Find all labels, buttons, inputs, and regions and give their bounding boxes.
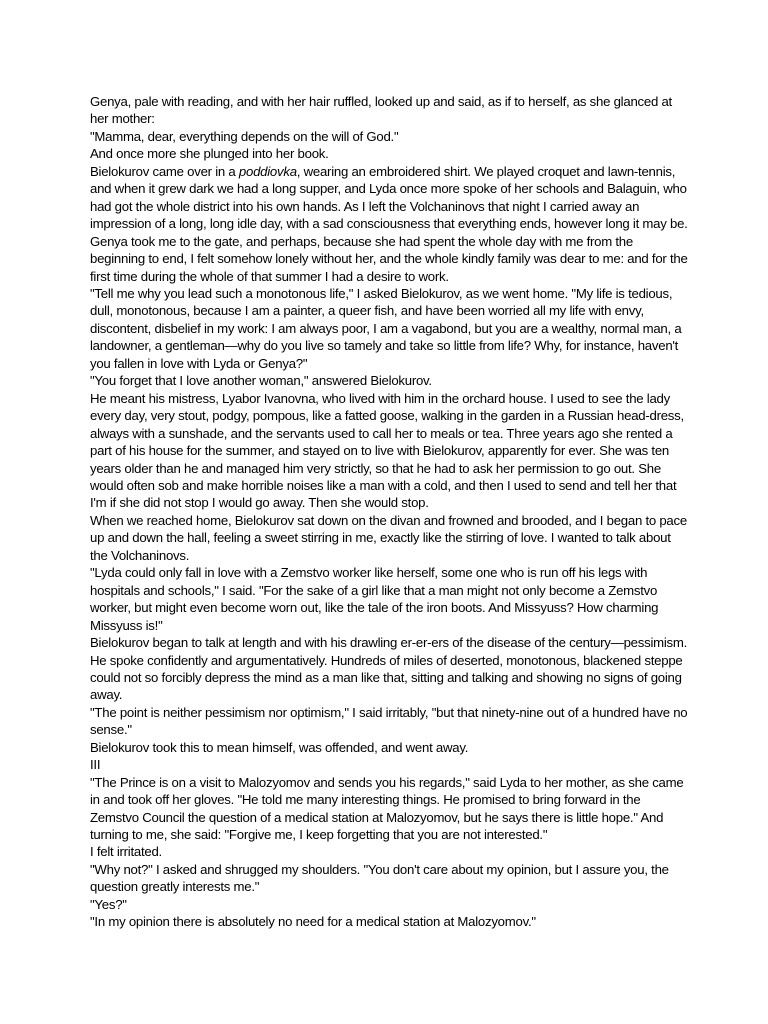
paragraph: He meant his mistress, Lyabor Ivanovna, who lived with him in the orchard house. I used to see the lady every day, very stout, podgy, pompous, like a fatted goose, walking in the garden in a Russian head-dress, always with a sunshade, and the servants used to call her to meals or tea. Three years ago she rented a part of his house for the summer, and stayed on to live with Bielokurov, apparently for ever. She was ten years older than he and managed him very strictly, so that he had to ask her permission to go out. She would often sob and make horrible noises like a man with a cold, and then I used to send and tell her that I'm if she did not stop I would go away. Then she would stop. — [90, 390, 684, 511]
paragraph: "You forget that I love another woman," answered Bielokurov. — [90, 373, 432, 389]
paragraph-text: Bielokurov came over in a — [90, 163, 239, 179]
paragraph: And once more she plunged into her book. — [90, 146, 329, 162]
paragraph: "Lyda could only fall in love with a Zemstvo worker like herself, some one who is run off his legs with hospitals and schools," I said. "For the sake of a girl like that a man might not only become a Zemstvo worker, but might even become worn out, like the tale of the iron boots. And Missyuss? How charming Missyuss is!" — [90, 565, 659, 633]
section-heading: III — [90, 757, 101, 773]
paragraph: Genya, pale with reading, and with her hair ruffled, looked up and said, as if to herself, as she glanced at her mother: — [90, 94, 672, 127]
paragraph: "Yes?" — [90, 896, 127, 912]
paragraph: "The point is neither pessimism nor optimism," I said irritably, "but that ninety-nine out of a hundred have no sense." — [90, 704, 688, 738]
italic-term: poddiovka — [238, 163, 297, 179]
paragraph-text: , wearing an embroidered shirt. We played croquet and lawn-tennis, and when it grew dark we had a long supper, and Lyda once more spoke of her schools and Balaguin, who had got the whole district into his own hands. As I left the Volchaninovs that night I carried away an impression of a long, long idle day, with a sad consciousness that everything ends, however long it may be. Genya took me to the gate, and perhaps, because she had spent the whole day with me from the beginning to end, I felt somehow lonely without her, and the whole kindly family was dear to me: and for the first time during the whole of that summer I had a desire to work. — [90, 163, 688, 284]
paragraph: Bielokurov took this to mean himself, was offended, and went away. — [90, 739, 469, 755]
document-page — [90, 93, 690, 931]
paragraph — [90, 163, 690, 285]
paragraph: Bielokurov began to talk at length and with his drawling er-er-ers of the disease of the century—pessimism. He spoke confidently and argumentatively. Hundreds of miles of deserted, monotonous, blackened steppe could not so forcibly depress the mind as a man like that, sitting and talking and showing no signs of going away. — [90, 635, 688, 703]
paragraph: "The Prince is on a visit to Malozyomov and sends you his regards," said Lyda to her mother, as she came in and took off her gloves. "He told me many interesting things. He promised to bring forward in the Zemstvo Council the question of a medical station at Malozyomov, but he says there is little hope." And turning to me, she said: "Forgive me, I keep forgetting that you are not interested." — [90, 774, 684, 843]
paragraph: "Tell me why you lead such a monotonous life," I asked Bielokurov, as we went home. "My life is tedious, dull, monotonous, because I am a painter, a queer fish, and have been worried all my life with envy, discontent, disbelief in my work: I am always poor, I am a vagabond, but you are a wealthy, normal man, a landowner, a gentleman—why do you live so tamely and take so little from life? Why, for instance, haven't you fallen in love with Lyda or Genya?" — [90, 285, 682, 371]
paragraph: "Why not?" I asked and shrugged my shoulders. "You don't care about my opinion, but I assure you, the question greatly interests me." — [90, 861, 669, 895]
paragraph: When we reached home, Bielokurov sat down on the divan and frowned and brooded, and I began to pace up and down the hall, feeling a sweet stirring in me, exactly like the stirring of love. I wanted to talk about the Volchaninovs. — [90, 512, 687, 563]
paragraph: I felt irritated. — [90, 844, 162, 860]
paragraph: "Mamma, dear, everything depends on the will of God." — [90, 128, 399, 144]
paragraph: "In my opinion there is absolutely no need for a medical station at Malozyomov." — [90, 914, 536, 930]
